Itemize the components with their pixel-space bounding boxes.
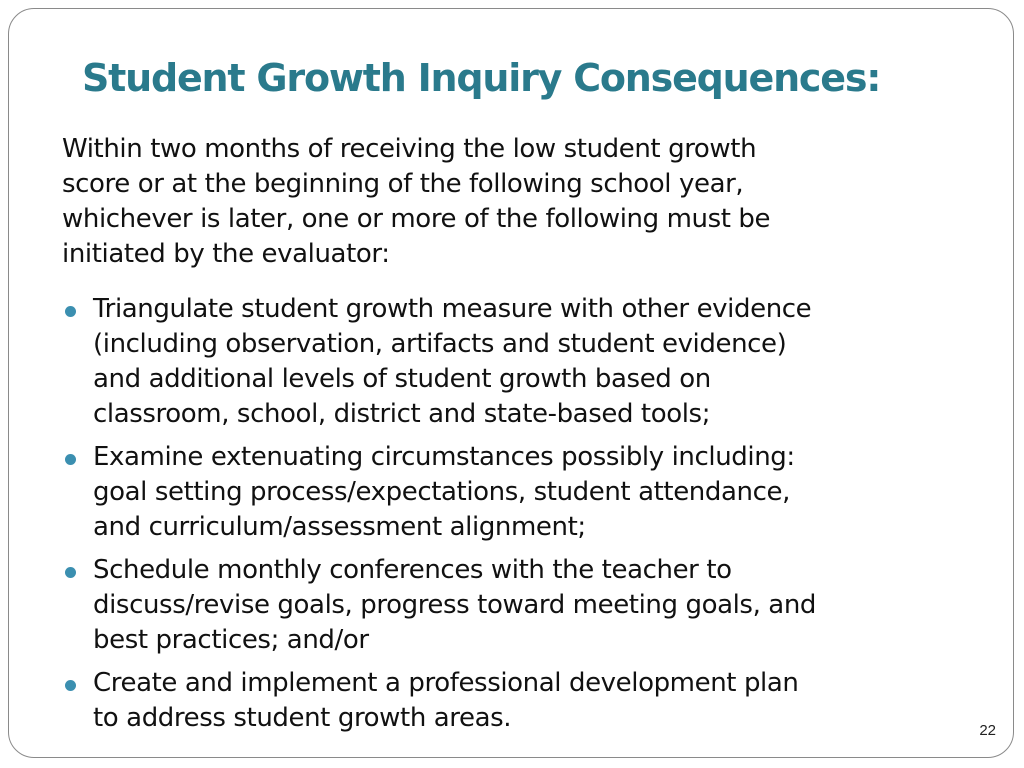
bullet-item-schedule bbox=[62, 553, 992, 658]
bullet-list bbox=[62, 292, 992, 744]
intro-paragraph bbox=[62, 132, 962, 272]
intro-line: Within two months of receiving the low student growth bbox=[62, 134, 757, 164]
intro-line: initiated by the evaluator: bbox=[62, 239, 390, 269]
bullet-text bbox=[93, 553, 992, 658]
bullet-line: classroom, school, district and state-based tools; bbox=[93, 399, 711, 429]
page-number: 22 bbox=[979, 722, 996, 739]
bullet-line: (including observation, artifacts and student evidence) bbox=[93, 329, 787, 359]
bullet-line: discuss/revise goals, progress toward meeting goals, and bbox=[93, 590, 817, 620]
bullet-line: and curriculum/assessment alignment; bbox=[93, 512, 586, 542]
intro-line: score or at the beginning of the following school year, bbox=[62, 169, 744, 199]
bullet-line: and additional levels of student growth based on bbox=[93, 364, 711, 394]
bullet-dot-icon bbox=[65, 567, 76, 578]
bullet-dot-icon bbox=[65, 454, 76, 465]
bullet-line: goal setting process/expectations, student attendance, bbox=[93, 477, 790, 507]
bullet-line: Examine extenuating circumstances possibly including: bbox=[93, 442, 795, 472]
bullet-line: Schedule monthly conferences with the teacher to bbox=[93, 555, 732, 585]
slide-title: Student Growth Inquiry Consequences: bbox=[82, 56, 881, 100]
bullet-text bbox=[93, 666, 992, 736]
bullet-line: Triangulate student growth measure with other evidence bbox=[93, 294, 812, 324]
bullet-text bbox=[93, 440, 992, 545]
bullet-line: Create and implement a professional development plan bbox=[93, 668, 799, 698]
bullet-item-examine bbox=[62, 440, 992, 545]
intro-line: whichever is later, one or more of the following must be bbox=[62, 204, 771, 234]
bullet-item-create bbox=[62, 666, 992, 736]
bullet-text bbox=[93, 292, 992, 432]
bullet-line: to address student growth areas. bbox=[93, 703, 512, 733]
bullet-dot-icon bbox=[65, 306, 76, 317]
bullet-dot-icon bbox=[65, 680, 76, 691]
bullet-item-triangulate bbox=[62, 292, 992, 432]
bullet-line: best practices; and/or bbox=[93, 625, 369, 655]
